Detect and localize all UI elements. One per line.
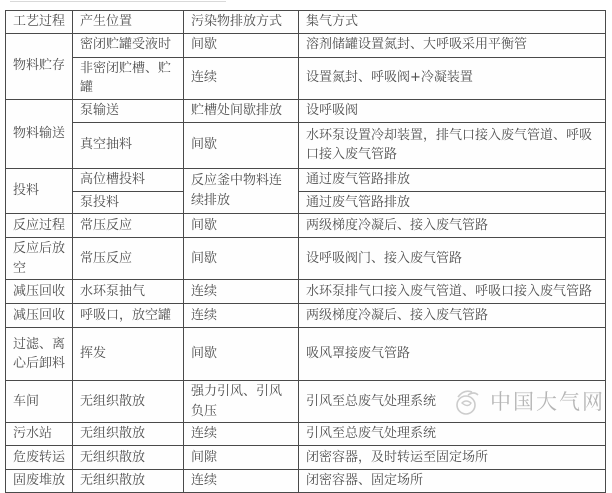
cell-location: 水环泵抽气 [73, 280, 184, 304]
table-row [6, 99, 606, 122]
cell-process: 反应过程 [6, 214, 73, 238]
cell-location: 泵投料 [73, 191, 184, 214]
cell-collection: 引风至总废气处理系统 [299, 381, 606, 423]
cell-process: 减压回收 [6, 280, 73, 304]
cell-collection: 设置氮封、呼吸阀+冷凝装置 [299, 57, 606, 99]
cell-location: 挥发 [73, 328, 184, 381]
cell-location: 非密闭贮槽、贮罐 [73, 57, 184, 99]
col-header-process: 工艺过程 [6, 11, 73, 34]
cell-location: 无组织散放 [73, 446, 184, 470]
cell-process: 减压回收 [6, 304, 73, 328]
cell-location: 无组织散放 [73, 381, 184, 423]
table-row [6, 381, 606, 423]
cell-location: 常压反应 [73, 214, 184, 238]
cell-collection: 闭密容器，及时转运至固定场所 [299, 446, 606, 470]
cell-mode: 连续 [184, 304, 299, 328]
cell-mode: 间歇 [184, 122, 299, 168]
cell-collection: 两级梯度冷凝后、接入废气管路 [299, 304, 606, 328]
table-row [6, 280, 606, 304]
cell-location: 高位槽投料 [73, 168, 184, 191]
cell-location: 泵输送 [73, 99, 184, 122]
cell-mode: 间歇 [184, 328, 299, 381]
cell-mode: 间歇 [184, 238, 299, 280]
table-row [6, 238, 606, 280]
cropped-content-line [10, 1, 226, 2]
cell-process: 物料贮存 [6, 33, 73, 99]
table-row [6, 328, 606, 381]
cell-process: 物料输送 [6, 99, 73, 168]
cell-process: 危废转运 [6, 446, 73, 470]
cell-collection: 水环泵排气口接入废气管道、呼吸口接入废气管路 [299, 280, 606, 304]
cell-collection: 通过废气管路排放 [299, 168, 606, 191]
cell-location: 无组织散放 [73, 470, 184, 493]
cell-collection: 设呼吸阀门、接入废气管路 [299, 238, 606, 280]
table-row [6, 446, 606, 470]
cell-location: 常压反应 [73, 238, 184, 280]
cell-location: 真空抽料 [73, 122, 184, 168]
cell-collection: 引风至总废气处理系统 [299, 423, 606, 446]
cell-process: 过滤、离心后卸料 [6, 328, 73, 381]
cell-collection: 通过废气管路排放 [299, 191, 606, 214]
table-row [6, 33, 606, 57]
table-row [6, 214, 606, 238]
cell-mode: 贮槽处间歇排放 [184, 99, 299, 122]
cell-process: 反应后放空 [6, 238, 73, 280]
table-row [6, 304, 606, 328]
table-row [6, 423, 606, 446]
cell-mode: 间隙 [184, 446, 299, 470]
cell-process: 污水站 [6, 423, 73, 446]
table-row [6, 57, 606, 99]
cell-mode: 反应釜中物料连续排放 [184, 168, 299, 214]
cell-mode: 连续 [184, 280, 299, 304]
cell-collection: 吸风罩接废气管路 [299, 328, 606, 381]
cell-mode: 间歇 [184, 214, 299, 238]
cell-collection: 溶剂储罐设置氮封、大呼吸采用平衡管 [299, 33, 606, 57]
col-header-collection: 集气方式 [299, 11, 606, 34]
cell-collection: 水环泵设置冷却装置，排气口接入废气管道、呼吸口接入废气管路 [299, 122, 606, 168]
cell-location: 密闭贮罐受液时 [73, 33, 184, 57]
emission-process-table [5, 10, 606, 493]
cell-mode: 连续 [184, 57, 299, 99]
cell-mode: 强力引风、引风负压 [184, 381, 299, 423]
table-header-row [6, 11, 606, 34]
table-row [6, 122, 606, 168]
cell-collection: 设呼吸阀 [299, 99, 606, 122]
cell-collection: 两级梯度冷凝后、接入废气管路 [299, 214, 606, 238]
col-header-mode: 污染物排放方式 [184, 11, 299, 34]
cell-mode: 连续 [184, 423, 299, 446]
cell-process: 车间 [6, 381, 73, 423]
cell-collection: 闭密容器、固定场所 [299, 470, 606, 493]
cell-mode: 间歇 [184, 33, 299, 57]
cell-location: 无组织散放 [73, 423, 184, 446]
table-row [6, 191, 606, 214]
cell-process: 固废堆放 [6, 470, 73, 493]
col-header-location: 产生位置 [73, 11, 184, 34]
cell-process: 投料 [6, 168, 73, 214]
cell-location: 呼吸口，放空罐 [73, 304, 184, 328]
watermark-text: 中国大气网 [490, 390, 605, 414]
table-row [6, 470, 606, 493]
table-row [6, 168, 606, 191]
cell-mode: 连续 [184, 470, 299, 493]
